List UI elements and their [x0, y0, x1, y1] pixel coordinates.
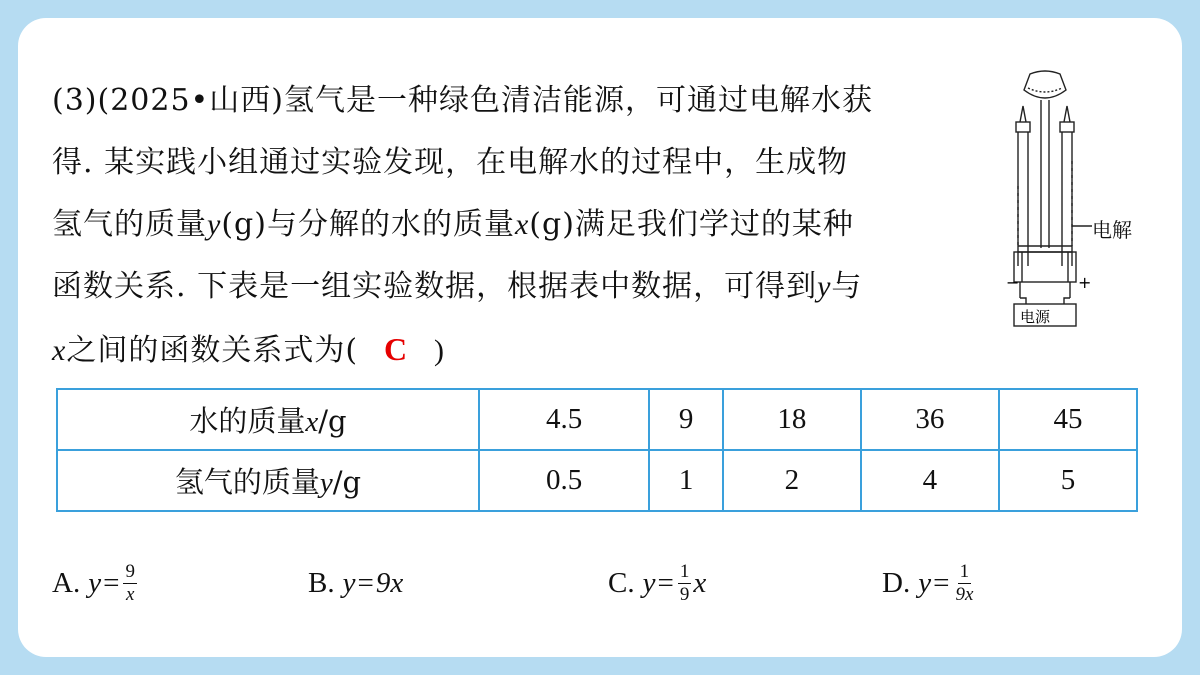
table-cell: 4.5: [479, 389, 649, 450]
table-cell: 5: [999, 450, 1137, 511]
fraction: $\frac{1}{9x}$: [955, 560, 974, 605]
problem-line-3: 氢气的质量y(g)与分解的水的质量x(g)满足我们学过的某种: [52, 207, 854, 242]
problem-line-5: x之间的函数关系式为( C ): [52, 318, 982, 380]
table-row: [57, 450, 1137, 511]
data-table: [56, 388, 1138, 512]
option-c[interactable]: C. y = $\frac{1}{9}$ x: [608, 560, 707, 605]
table-row: [57, 389, 1137, 450]
table-cell: 18: [723, 389, 861, 450]
minus-sign: −: [1006, 273, 1020, 292]
problem-text: [52, 70, 982, 380]
answer-letter: C: [383, 331, 409, 367]
table-cell: 4: [861, 450, 999, 511]
option-b[interactable]: B. y = 9x: [308, 566, 404, 599]
option-d[interactable]: D. y = $\frac{1}{9x}$: [882, 560, 974, 605]
electrolysis-label: 电解: [1092, 218, 1132, 242]
problem-line-1: (3)(2025•山西)氢气是一种绿色清洁能源，可通过电解水获: [52, 83, 873, 118]
plus-sign: +: [1078, 273, 1092, 292]
row-header-water: 水的质量x/g: [57, 389, 479, 450]
problem-line-2: 得. 某实践小组通过实验发现，在电解水的过程中，生成物: [52, 145, 849, 180]
fraction: $\frac{9}{x}$: [125, 560, 135, 605]
power-label: 电源: [1020, 308, 1051, 326]
table-cell: 9: [649, 389, 722, 450]
answer-options: [52, 548, 1152, 618]
fraction: $\frac{1}{9}$: [679, 560, 690, 605]
table-cell: 2: [723, 450, 861, 511]
option-a[interactable]: A. y = $\frac{9}{x}$: [52, 560, 135, 605]
electrolysis-apparatus-diagram: [1000, 66, 1150, 336]
problem-line-4: 函数关系. 下表是一组实验数据，根据表中数据，可得到y与: [52, 269, 863, 304]
table-cell: 36: [861, 389, 999, 450]
table-cell: 1: [649, 450, 722, 511]
row-header-hydrogen: 氢气的质量y/g: [57, 450, 479, 511]
table-cell: 45: [999, 389, 1137, 450]
table-cell: 0.5: [479, 450, 649, 511]
